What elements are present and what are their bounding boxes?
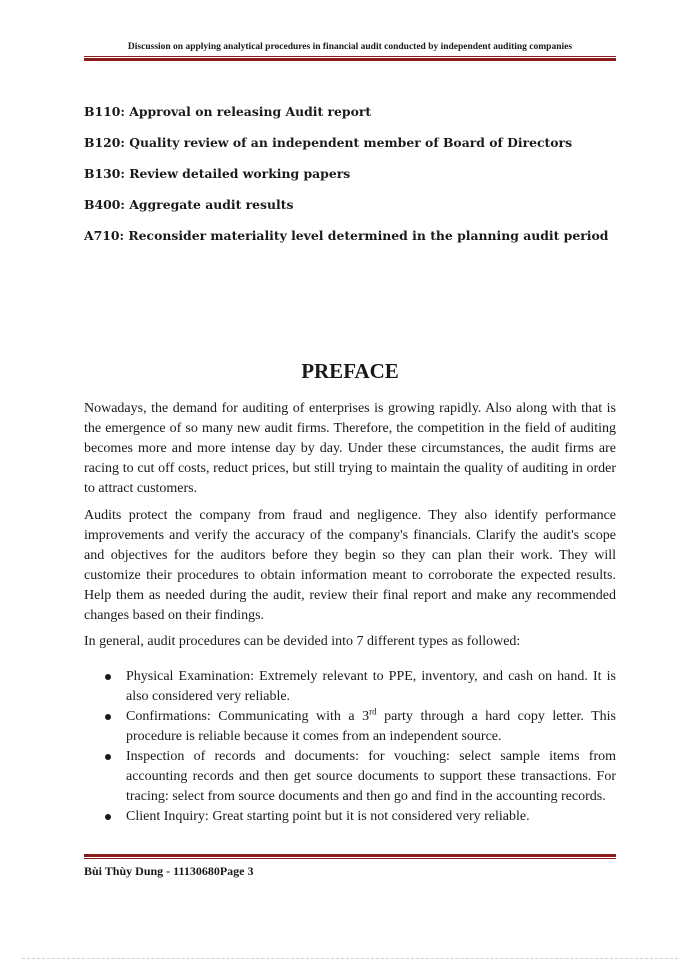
list-item-text: [126, 706, 616, 744]
bullet-icon: [105, 714, 111, 720]
list-item-client-inquiry: [84, 807, 616, 827]
ordinal-superscript: rd: [369, 706, 377, 717]
preface-paragraph-3: In general, audit procedures can be devided into 7 different types as followed:: [84, 634, 521, 649]
confirm-text-end: party through a hard copy letter. This procedure is reliable because it comes from an independent source.: [126, 709, 616, 744]
preface-paragraph-2: Audits protect the company from fraud and negligence. They also identify performance improvements and verify the accuracy of the company's financials. Clarify the audit's scope and objectives for the auditors before they begin so they can plan their work. They will customize their procedures to obtain information meant to corroborate the expected results. Help them as needed during the audit, review their final report and make any recommended changes based on their findings.: [84, 508, 616, 623]
audit-code-list: [84, 102, 624, 257]
list-item-text: Client Inquiry: Great starting point but it is not considered very reliable.: [126, 809, 530, 824]
code-item: B110: Approval on releasing Audit report: [84, 104, 372, 119]
running-header-title: Discussion on applying analytical procedures in financial audit conducted by independent auditing companies: [127, 42, 573, 52]
header-rule: [84, 56, 616, 61]
page-edge-divider: [22, 958, 678, 959]
preface-paragraph-1: Nowadays, the demand for auditing of enterprises is growing rapidly. Also along with that is the emergence of so many new audit firms. Therefore, the competition in the field of auditing becomes more and more intense day by day. Under these circumstances, the audit firms are racing to cut off costs, reduct prices, but still trying to maintain the quality of auditing in order to attract customers.: [84, 401, 616, 496]
list-item-text: Inspection of records and documents: for vouching: select sample items from accounting records and then get source documents to support these transactions. For tracing: select from source documents and then go and find in the accounting records.: [126, 749, 616, 804]
list-item-physical-examination: [84, 667, 616, 707]
bullet-icon: [105, 814, 111, 820]
list-item-inspection: [84, 747, 616, 807]
preface-heading: PREFACE: [301, 359, 399, 383]
list-item-text: Physical Examination: Extremely relevant to PPE, inventory, and cash on hand. It is also considered very reliable.: [126, 669, 616, 704]
code-item: A710: Reconsider materiality level determined in the planning audit period: [84, 228, 609, 243]
footer-rule: [84, 854, 616, 859]
code-item: B130: Review detailed working papers: [84, 166, 351, 181]
list-item-confirmations: [84, 707, 616, 747]
bullet-icon: [105, 754, 111, 760]
confirm-text-start: Confirmations: Communicating with a 3: [126, 709, 370, 724]
audit-procedure-list: [84, 667, 616, 827]
bullet-icon: [105, 674, 111, 680]
code-item: B400: Aggregate audit results: [84, 197, 294, 212]
footer-author-page: Bùi Thùy Dung - 11130680Page 3: [84, 864, 254, 878]
code-item: B120: Quality review of an independent member of Board of Directors: [84, 135, 573, 150]
